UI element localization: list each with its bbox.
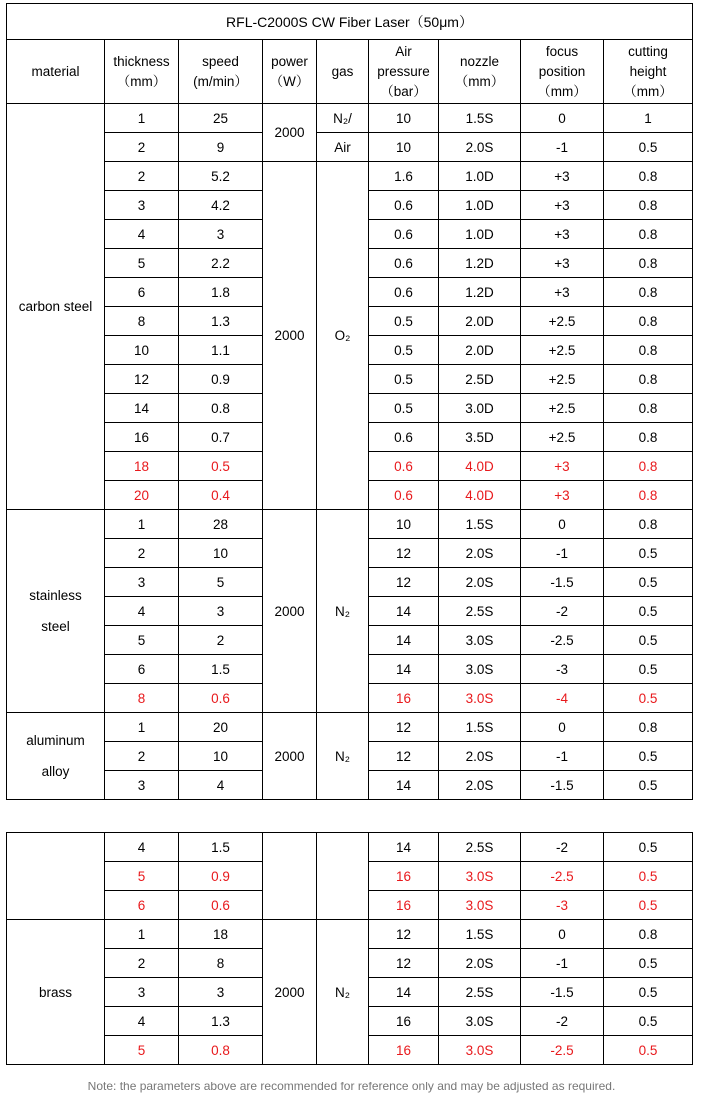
air-pressure-cell: 12 <box>369 920 439 949</box>
thickness-cell: 4 <box>105 833 179 862</box>
thickness-cell: 3 <box>105 978 179 1007</box>
focus-position-cell: -1.5 <box>521 771 604 800</box>
focus-position-cell: +3 <box>521 220 604 249</box>
speed-cell: 1.3 <box>179 307 263 336</box>
speed-cell: 28 <box>179 510 263 539</box>
nozzle-cell: 1.5S <box>439 510 521 539</box>
nozzle-cell: 3.0S <box>439 862 521 891</box>
focus-position-cell: -2.5 <box>521 1036 604 1065</box>
cutting-parameters-table-continued <box>6 832 693 1065</box>
air-pressure-cell: 10 <box>369 133 439 162</box>
gas-cell: N₂ <box>317 920 369 1065</box>
speed-cell: 1.3 <box>179 1007 263 1036</box>
speed-cell: 0.7 <box>179 423 263 452</box>
nozzle-cell: 4.0D <box>439 481 521 510</box>
nozzle-cell: 2.0S <box>439 771 521 800</box>
thickness-cell: 14 <box>105 394 179 423</box>
cutting-height-cell: 0.8 <box>604 452 693 481</box>
cutting-height-cell: 0.8 <box>604 307 693 336</box>
cutting-height-cell: 0.5 <box>604 568 693 597</box>
header-air-pressure: Air pressure （bar） <box>369 40 439 104</box>
focus-position-cell: +3 <box>521 162 604 191</box>
table-row <box>7 133 693 162</box>
air-pressure-cell: 14 <box>369 771 439 800</box>
nozzle-cell: 1.2D <box>439 278 521 307</box>
focus-position-cell: -1 <box>521 742 604 771</box>
header-power: power （W） <box>263 40 317 104</box>
table-row <box>7 713 693 742</box>
speed-cell: 10 <box>179 742 263 771</box>
air-pressure-cell: 0.6 <box>369 220 439 249</box>
nozzle-cell: 1.0D <box>439 220 521 249</box>
material-stainless-steel: stainless steel <box>7 510 105 713</box>
thickness-cell: 18 <box>105 452 179 481</box>
thickness-cell: 10 <box>105 336 179 365</box>
header-focus-position: focus position （mm） <box>521 40 604 104</box>
speed-cell: 5.2 <box>179 162 263 191</box>
focus-position-cell: +2.5 <box>521 336 604 365</box>
air-pressure-cell: 16 <box>369 1036 439 1065</box>
thickness-cell: 8 <box>105 307 179 336</box>
nozzle-cell: 2.0S <box>439 949 521 978</box>
cutting-height-cell: 0.5 <box>604 833 693 862</box>
power-cell: 2000 <box>263 162 317 510</box>
speed-cell: 10 <box>179 539 263 568</box>
air-pressure-cell: 10 <box>369 104 439 133</box>
focus-position-cell: +3 <box>521 191 604 220</box>
nozzle-cell: 2.5S <box>439 597 521 626</box>
thickness-cell: 6 <box>105 278 179 307</box>
cutting-height-cell: 0.8 <box>604 191 693 220</box>
air-pressure-cell: 14 <box>369 978 439 1007</box>
air-pressure-cell: 10 <box>369 510 439 539</box>
cutting-parameters-table <box>6 3 693 800</box>
speed-cell: 4.2 <box>179 191 263 220</box>
focus-position-cell: +3 <box>521 452 604 481</box>
nozzle-cell: 3.0S <box>439 626 521 655</box>
thickness-cell: 2 <box>105 949 179 978</box>
cutting-height-cell: 0.5 <box>604 1036 693 1065</box>
air-pressure-cell: 0.6 <box>369 452 439 481</box>
cutting-height-cell: 0.5 <box>604 539 693 568</box>
air-pressure-cell: 12 <box>369 568 439 597</box>
air-pressure-cell: 16 <box>369 684 439 713</box>
thickness-cell: 20 <box>105 481 179 510</box>
cutting-height-cell: 0.8 <box>604 278 693 307</box>
thickness-cell: 3 <box>105 191 179 220</box>
gas-cell <box>317 833 369 920</box>
power-cell <box>263 833 317 920</box>
focus-position-cell: -3 <box>521 891 604 920</box>
air-pressure-cell: 0.5 <box>369 336 439 365</box>
air-pressure-cell: 0.5 <box>369 307 439 336</box>
focus-position-cell: +2.5 <box>521 365 604 394</box>
table-row <box>7 833 693 862</box>
nozzle-cell: 1.0D <box>439 191 521 220</box>
nozzle-cell: 2.0S <box>439 742 521 771</box>
focus-position-cell: +3 <box>521 249 604 278</box>
cutting-height-cell: 0.8 <box>604 365 693 394</box>
air-pressure-cell: 16 <box>369 1007 439 1036</box>
air-pressure-cell: 0.6 <box>369 278 439 307</box>
power-cell: 2000 <box>263 713 317 800</box>
thickness-cell: 16 <box>105 423 179 452</box>
material-brass: brass <box>7 920 105 1065</box>
focus-position-cell: +2.5 <box>521 307 604 336</box>
air-pressure-cell: 16 <box>369 862 439 891</box>
speed-cell: 25 <box>179 104 263 133</box>
speed-cell: 0.9 <box>179 365 263 394</box>
cutting-height-cell: 0.5 <box>604 742 693 771</box>
cutting-height-cell: 0.5 <box>604 655 693 684</box>
nozzle-cell: 1.2D <box>439 249 521 278</box>
nozzle-cell: 1.5S <box>439 104 521 133</box>
cutting-height-cell: 0.8 <box>604 713 693 742</box>
speed-cell: 3 <box>179 220 263 249</box>
cutting-height-cell: 0.5 <box>604 862 693 891</box>
air-pressure-cell: 14 <box>369 626 439 655</box>
speed-cell: 0.8 <box>179 394 263 423</box>
cutting-height-cell: 0.5 <box>604 597 693 626</box>
nozzle-cell: 3.5D <box>439 423 521 452</box>
table-row <box>7 510 693 539</box>
nozzle-cell: 2.5S <box>439 978 521 1007</box>
speed-cell: 0.5 <box>179 452 263 481</box>
cutting-height-cell: 0.8 <box>604 249 693 278</box>
table-row <box>7 104 693 133</box>
air-pressure-cell: 14 <box>369 833 439 862</box>
thickness-cell: 6 <box>105 655 179 684</box>
cutting-height-cell: 0.8 <box>604 920 693 949</box>
thickness-cell: 2 <box>105 539 179 568</box>
nozzle-cell: 3.0S <box>439 1007 521 1036</box>
nozzle-cell: 2.0S <box>439 133 521 162</box>
nozzle-cell: 2.0D <box>439 307 521 336</box>
cutting-height-cell: 0.8 <box>604 336 693 365</box>
air-pressure-cell: 16 <box>369 891 439 920</box>
focus-position-cell: -2 <box>521 1007 604 1036</box>
thickness-cell: 2 <box>105 133 179 162</box>
focus-position-cell: -2 <box>521 597 604 626</box>
cutting-height-cell: 1 <box>604 104 693 133</box>
nozzle-cell: 1.5S <box>439 920 521 949</box>
gas-cell: N₂ <box>317 713 369 800</box>
table-row <box>7 162 693 191</box>
thickness-cell: 1 <box>105 104 179 133</box>
speed-cell: 0.8 <box>179 1036 263 1065</box>
table-row <box>7 920 693 949</box>
gas-cell: N₂/ <box>317 104 369 133</box>
focus-position-cell: -2.5 <box>521 862 604 891</box>
cutting-height-cell: 0.5 <box>604 1007 693 1036</box>
air-pressure-cell: 0.6 <box>369 249 439 278</box>
nozzle-cell: 4.0D <box>439 452 521 481</box>
gas-cell: O₂ <box>317 162 369 510</box>
air-pressure-cell: 12 <box>369 742 439 771</box>
speed-cell: 1.8 <box>179 278 263 307</box>
nozzle-cell: 3.0S <box>439 1036 521 1065</box>
nozzle-cell: 1.5S <box>439 713 521 742</box>
air-pressure-cell: 12 <box>369 539 439 568</box>
speed-cell: 5 <box>179 568 263 597</box>
air-pressure-cell: 12 <box>369 713 439 742</box>
nozzle-cell: 2.5D <box>439 365 521 394</box>
air-pressure-cell: 0.6 <box>369 191 439 220</box>
focus-position-cell: +2.5 <box>521 423 604 452</box>
speed-cell: 20 <box>179 713 263 742</box>
thickness-cell: 2 <box>105 742 179 771</box>
cutting-height-cell: 0.5 <box>604 626 693 655</box>
material-aluminum-alloy-continued <box>7 833 105 920</box>
header-gas: gas <box>317 40 369 104</box>
nozzle-cell: 2.0S <box>439 568 521 597</box>
header-material: material <box>7 40 105 104</box>
focus-position-cell: +3 <box>521 278 604 307</box>
nozzle-cell: 3.0D <box>439 394 521 423</box>
nozzle-cell: 2.0D <box>439 336 521 365</box>
focus-position-cell: -2 <box>521 833 604 862</box>
focus-position-cell: 0 <box>521 510 604 539</box>
footer-note: Note: the parameters above are recommended for reference only and may be adjusted as required. <box>87 1082 616 1093</box>
thickness-cell: 4 <box>105 220 179 249</box>
nozzle-cell: 3.0S <box>439 655 521 684</box>
cutting-height-cell: 0.5 <box>604 949 693 978</box>
air-pressure-cell: 0.6 <box>369 481 439 510</box>
thickness-cell: 2 <box>105 162 179 191</box>
speed-cell: 2 <box>179 626 263 655</box>
speed-cell: 0.6 <box>179 891 263 920</box>
material-aluminum-alloy: aluminum alloy <box>7 713 105 800</box>
header-nozzle: nozzle （mm） <box>439 40 521 104</box>
air-pressure-cell: 12 <box>369 949 439 978</box>
power-cell: 2000 <box>263 920 317 1065</box>
header-speed: speed (m/min） <box>179 40 263 104</box>
cutting-height-cell: 0.5 <box>604 771 693 800</box>
thickness-cell: 6 <box>105 891 179 920</box>
cutting-height-cell: 0.8 <box>604 162 693 191</box>
gas-cell: N₂ <box>317 510 369 713</box>
speed-cell: 3 <box>179 978 263 1007</box>
material-carbon-steel: carbon steel <box>7 104 105 510</box>
gas-cell: Air <box>317 133 369 162</box>
air-pressure-cell: 0.5 <box>369 394 439 423</box>
speed-cell: 0.4 <box>179 481 263 510</box>
thickness-cell: 12 <box>105 365 179 394</box>
speed-cell: 2.2 <box>179 249 263 278</box>
cutting-height-cell: 0.5 <box>604 684 693 713</box>
focus-position-cell: -1 <box>521 133 604 162</box>
focus-position-cell: -1 <box>521 949 604 978</box>
focus-position-cell: -2.5 <box>521 626 604 655</box>
focus-position-cell: -1.5 <box>521 568 604 597</box>
cutting-height-cell: 0.5 <box>604 978 693 1007</box>
cutting-height-cell: 0.8 <box>604 394 693 423</box>
thickness-cell: 1 <box>105 713 179 742</box>
focus-position-cell: -3 <box>521 655 604 684</box>
air-pressure-cell: 0.6 <box>369 423 439 452</box>
cutting-height-cell: 0.8 <box>604 220 693 249</box>
focus-position-cell: 0 <box>521 920 604 949</box>
power-cell: 2000 <box>263 510 317 713</box>
table-title: RFL-C2000S CW Fiber Laser（50μm） <box>7 4 693 40</box>
air-pressure-cell: 1.6 <box>369 162 439 191</box>
cutting-height-cell: 0.8 <box>604 423 693 452</box>
air-pressure-cell: 0.5 <box>369 365 439 394</box>
cutting-height-cell: 0.8 <box>604 481 693 510</box>
header-cutting-height: cutting height （mm） <box>604 40 693 104</box>
cutting-height-cell: 0.8 <box>604 510 693 539</box>
focus-position-cell: +3 <box>521 481 604 510</box>
speed-cell: 8 <box>179 949 263 978</box>
speed-cell: 1.5 <box>179 655 263 684</box>
focus-position-cell: -1.5 <box>521 978 604 1007</box>
thickness-cell: 5 <box>105 1036 179 1065</box>
focus-position-cell: -4 <box>521 684 604 713</box>
speed-cell: 1.1 <box>179 336 263 365</box>
focus-position-cell: +2.5 <box>521 394 604 423</box>
nozzle-cell: 3.0S <box>439 891 521 920</box>
air-pressure-cell: 14 <box>369 655 439 684</box>
thickness-cell: 1 <box>105 510 179 539</box>
thickness-cell: 5 <box>105 249 179 278</box>
speed-cell: 1.5 <box>179 833 263 862</box>
nozzle-cell: 1.0D <box>439 162 521 191</box>
speed-cell: 0.9 <box>179 862 263 891</box>
thickness-cell: 1 <box>105 920 179 949</box>
header-row <box>7 40 693 104</box>
nozzle-cell: 2.5S <box>439 833 521 862</box>
power-cell: 2000 <box>263 104 317 162</box>
thickness-cell: 8 <box>105 684 179 713</box>
speed-cell: 9 <box>179 133 263 162</box>
speed-cell: 18 <box>179 920 263 949</box>
focus-position-cell: -1 <box>521 539 604 568</box>
focus-position-cell: 0 <box>521 104 604 133</box>
air-pressure-cell: 14 <box>369 597 439 626</box>
thickness-cell: 4 <box>105 597 179 626</box>
thickness-cell: 5 <box>105 626 179 655</box>
header-thickness: thickness （mm） <box>105 40 179 104</box>
nozzle-cell: 3.0S <box>439 684 521 713</box>
speed-cell: 3 <box>179 597 263 626</box>
nozzle-cell: 2.0S <box>439 539 521 568</box>
speed-cell: 4 <box>179 771 263 800</box>
focus-position-cell: 0 <box>521 713 604 742</box>
thickness-cell: 5 <box>105 862 179 891</box>
speed-cell: 0.6 <box>179 684 263 713</box>
cutting-height-cell: 0.5 <box>604 891 693 920</box>
cutting-height-cell: 0.5 <box>604 133 693 162</box>
thickness-cell: 3 <box>105 771 179 800</box>
thickness-cell: 3 <box>105 568 179 597</box>
thickness-cell: 4 <box>105 1007 179 1036</box>
